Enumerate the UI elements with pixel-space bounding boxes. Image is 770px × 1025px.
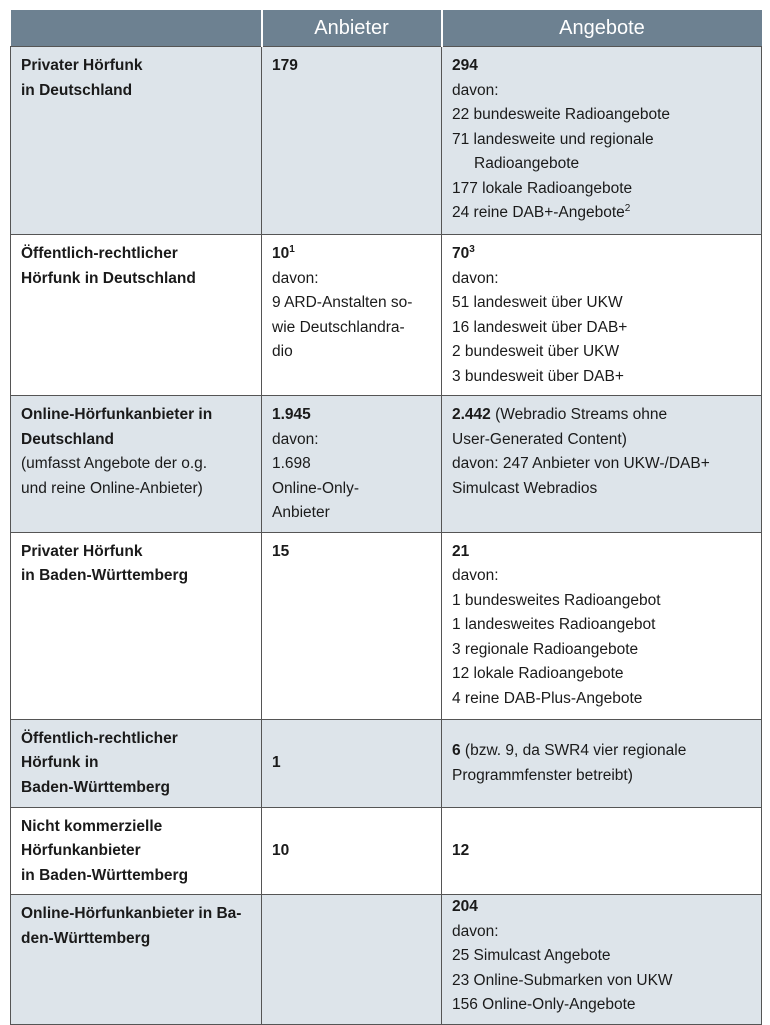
angebote-cell	[442, 807, 762, 895]
anbieter-cell	[262, 532, 442, 719]
header-anbieter: Anbieter	[262, 10, 442, 47]
header-row	[11, 10, 762, 47]
angebote-cell: $70^3$ davon: 51 landesweit über UKW 16 landesweit über DAB+ 2 bundesweit über UKW 3 bundesweit über DAB+	[442, 235, 762, 396]
footnote-marker: 3	[469, 243, 475, 255]
table-row	[11, 807, 762, 895]
header-angebote: Angebote	[442, 10, 762, 47]
table-row	[11, 396, 762, 533]
anbieter-cell	[262, 719, 442, 807]
row-label: Öffentlich-rechtlicher Hörfunk in Deutschland	[11, 235, 262, 396]
anbieter-cell	[262, 807, 442, 895]
angebote-cell: 204 davon: 25 Simulcast Angebote 23 Online-Submarken von UKW 156 Online-Only-Angebote	[442, 895, 762, 1025]
anbieter-cell: $10^1$ davon: 9 ARD-Anstalten so- wie Deutschlandra- dio	[262, 235, 442, 396]
row-label: Online-Hörfunkanbieter in Ba- den-Württemberg	[11, 895, 262, 1025]
anbieter-value: 10	[272, 842, 290, 859]
row-label: Online-Hörfunkanbieter in Deutschland (umfasst Angebote der o.g. und reine Online-Anbieter)	[11, 396, 262, 533]
angebote-cell: 294 davon: 22 bundesweite Radioangebote 71 landesweite und regionale Radioangebote 177 lokale Radioangebote 24 reine DAB+-Angebote$^2$	[442, 47, 762, 235]
anbieter-value: 179	[272, 57, 298, 74]
table-row	[11, 895, 762, 1025]
angebote-cell: 6 (bzw. 9, da SWR4 vier regionale Programmfenster betreibt)	[442, 719, 762, 807]
row-label: Privater Hörfunk in Baden-Württemberg	[11, 532, 262, 719]
row-label: Privater Hörfunk in Deutschland	[11, 47, 262, 235]
angebote-value: 21	[452, 542, 470, 560]
anbieter-cell: 1.945 davon: 1.698 Online-Only- Anbieter	[262, 396, 442, 533]
angebote-value: 12	[452, 842, 470, 859]
table-row	[11, 47, 762, 235]
table-row	[11, 235, 762, 396]
table-row	[11, 719, 762, 807]
footnote-marker: 2	[624, 202, 631, 214]
row-label: Nicht kommerzielle Hörfunkanbieter in Baden-Württemberg	[11, 807, 262, 895]
angebote-value: 2.442	[452, 406, 491, 423]
angebote-value: 70	[452, 245, 470, 262]
angebote-value: 204	[452, 898, 478, 915]
anbieter-cell	[262, 47, 442, 235]
footnote-marker: 1	[289, 243, 295, 255]
angebote-cell: 2.442 (Webradio Streams ohne User-Generated Content) davon: 247 Anbieter von UKW-/DAB+ Simulcast Webradios	[442, 396, 762, 533]
anbieter-value: 1	[272, 754, 281, 772]
angebote-value: 6	[452, 742, 461, 759]
anbieter-value: 1.945	[272, 406, 311, 423]
anbieter-cell	[262, 895, 442, 1025]
anbieter-value: 10	[272, 245, 290, 262]
angebote-value: 294	[452, 57, 478, 74]
row-label: Öffentlich-rechtlicher Hörfunk in Baden-Württemberg	[11, 719, 262, 807]
radio-statistics-table	[10, 10, 762, 1025]
angebote-cell: 21 davon: 1 bundesweites Radioangebot 1 landesweites Radioangebot 3 regionale Radioangebote 12 lokale Radioangebote 4 reine DAB-Plus-Angebote	[442, 532, 762, 719]
anbieter-value: 15	[272, 542, 290, 560]
table-row	[11, 532, 762, 719]
header-empty-cell	[11, 10, 262, 47]
